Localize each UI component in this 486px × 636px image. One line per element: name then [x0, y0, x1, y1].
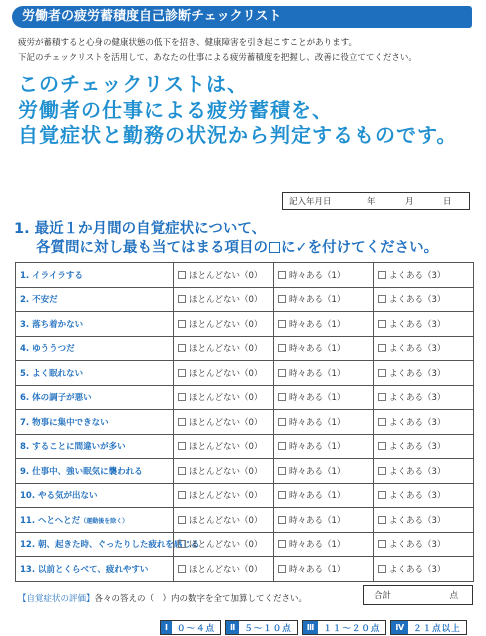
- score-range-item: [225, 620, 298, 635]
- date-label: 記入年月日: [289, 197, 332, 207]
- answer-option[interactable]: [274, 287, 374, 312]
- checkbox-icon[interactable]: [378, 467, 386, 475]
- checkbox-icon[interactable]: [378, 393, 386, 401]
- table-row: [16, 287, 474, 312]
- checkbox-icon[interactable]: [178, 369, 186, 377]
- score-range-text: ５〜１０点: [244, 623, 292, 634]
- answer-option-label: よくある（3）: [389, 564, 446, 575]
- score-range-numeral: Ⅲ: [303, 621, 319, 634]
- table-row: [16, 508, 474, 533]
- checkbox-icon[interactable]: [278, 295, 286, 303]
- question-label: 1. イライラする: [16, 263, 174, 288]
- checkbox-icon[interactable]: [278, 271, 286, 279]
- score-range-text: ０〜４点: [176, 623, 215, 634]
- answer-option-label: ほとんどない（0）: [189, 393, 263, 404]
- question-label: 2. 不安だ: [16, 287, 174, 312]
- score-range-numeral: Ⅰ: [161, 621, 172, 634]
- checkmark-icon: ✓: [295, 240, 308, 256]
- answer-option-label: 時々ある（1）: [289, 466, 346, 477]
- answer-option[interactable]: [174, 336, 274, 361]
- answer-option[interactable]: [274, 361, 374, 386]
- table-row: [16, 385, 474, 410]
- checkbox-icon[interactable]: [378, 344, 386, 352]
- answer-option[interactable]: [274, 459, 374, 484]
- answer-option[interactable]: [274, 508, 374, 533]
- checkbox-icon[interactable]: [378, 540, 386, 548]
- answer-option[interactable]: [174, 263, 274, 288]
- table-row: [16, 483, 474, 508]
- answer-option[interactable]: [374, 532, 474, 557]
- answer-option[interactable]: [274, 557, 374, 582]
- intro-line-2: 下記のチェックリストを活用して、あなたの仕事による疲労蓄積度を把握し、改善に役立ててください。: [18, 53, 417, 63]
- question-label: 7. 物事に集中できない: [16, 410, 174, 435]
- answer-option-label: 時々ある（1）: [289, 270, 346, 281]
- checkbox-icon[interactable]: [278, 320, 286, 328]
- answer-option[interactable]: [274, 385, 374, 410]
- checkbox-icon[interactable]: [378, 442, 386, 450]
- table-row: [16, 312, 474, 337]
- checkbox-icon[interactable]: [178, 393, 186, 401]
- checkbox-icon[interactable]: [378, 320, 386, 328]
- answer-option-label: よくある（3）: [389, 540, 446, 551]
- checkbox-icon[interactable]: [278, 393, 286, 401]
- answer-option[interactable]: [374, 312, 474, 337]
- answer-option-label: 時々ある（1）: [289, 319, 346, 330]
- answer-option[interactable]: [274, 410, 374, 435]
- score-range-item: [390, 620, 466, 635]
- answer-option-label: ほとんどない（0）: [189, 270, 263, 281]
- answer-option-label: 時々ある（1）: [289, 417, 346, 428]
- checkbox-icon: [269, 242, 280, 253]
- question-label: 12. 朝、起きた時、ぐったりした疲れを感じる: [16, 532, 174, 557]
- score-range-numeral: Ⅱ: [226, 621, 239, 634]
- checkbox-icon[interactable]: [178, 442, 186, 450]
- table-row: [16, 557, 474, 582]
- total-score-box[interactable]: [363, 585, 473, 605]
- answer-option-label: 時々ある（1）: [289, 540, 346, 551]
- section-1-title: [14, 220, 474, 258]
- answer-option[interactable]: [174, 459, 274, 484]
- answer-option-label: ほとんどない（0）: [189, 344, 263, 355]
- table-row: [16, 410, 474, 435]
- answer-option-label: よくある（3）: [389, 515, 446, 526]
- answer-option-label: よくある（3）: [389, 417, 446, 428]
- question-label: 5. よく眠れない: [16, 361, 174, 386]
- headline: [18, 72, 478, 149]
- answer-option-label: ほとんどない（0）: [189, 417, 263, 428]
- answer-option[interactable]: [174, 385, 274, 410]
- answer-option-label: 時々ある（1）: [289, 344, 346, 355]
- table-row: [16, 434, 474, 459]
- answer-option-label: よくある（3）: [389, 466, 446, 477]
- question-note: （運動後を除く）: [80, 517, 129, 525]
- answer-option-label: よくある（3）: [389, 319, 446, 330]
- evaluation-bracket: 【自覚症状の評価】: [18, 594, 95, 604]
- symptom-table: [15, 262, 474, 582]
- answer-option-label: ほとんどない（0）: [189, 319, 263, 330]
- answer-option-label: ほとんどない（0）: [189, 442, 263, 453]
- answer-option-label: 時々ある（1）: [289, 515, 346, 526]
- answer-option[interactable]: [274, 336, 374, 361]
- question-label: 9. 仕事中、強い眠気に襲われる: [16, 459, 174, 484]
- answer-option-label: 時々ある（1）: [289, 442, 346, 453]
- answer-option-label: よくある（3）: [389, 442, 446, 453]
- table-row: [16, 459, 474, 484]
- checkbox-icon[interactable]: [278, 516, 286, 524]
- checkbox-icon[interactable]: [378, 516, 386, 524]
- answer-option-label: ほとんどない（0）: [189, 564, 263, 575]
- question-label: 3. 落ち着かない: [16, 312, 174, 337]
- answer-option[interactable]: [174, 532, 274, 557]
- checkbox-icon[interactable]: [178, 467, 186, 475]
- evaluation-instruction: [18, 592, 307, 604]
- table-row: [16, 361, 474, 386]
- answer-option[interactable]: [174, 312, 274, 337]
- answer-option-label: ほとんどない（0）: [189, 491, 263, 502]
- checkbox-icon[interactable]: [378, 418, 386, 426]
- answer-option-label: ほとんどない（0）: [189, 295, 263, 306]
- answer-option-label: 時々ある（1）: [289, 491, 346, 502]
- score-range-numeral: Ⅳ: [391, 621, 408, 634]
- checkbox-icon[interactable]: [178, 540, 186, 548]
- answer-option[interactable]: [274, 434, 374, 459]
- checkbox-icon[interactable]: [278, 565, 286, 573]
- checkbox-icon[interactable]: [278, 344, 286, 352]
- checkbox-icon[interactable]: [378, 369, 386, 377]
- score-range-item: [302, 620, 387, 635]
- answer-option[interactable]: [374, 508, 474, 533]
- score-range-item: [160, 620, 221, 635]
- date-entry-box[interactable]: [282, 192, 470, 210]
- checkbox-icon[interactable]: [378, 295, 386, 303]
- answer-option[interactable]: [174, 508, 274, 533]
- answer-option[interactable]: [174, 483, 274, 508]
- headline-line-1: このチェックリストは、: [18, 72, 248, 96]
- page-title: 労働者の疲労蓄積度自己診断チェックリスト: [12, 6, 472, 28]
- checkbox-icon[interactable]: [178, 516, 186, 524]
- answer-option[interactable]: [274, 483, 374, 508]
- checkbox-icon[interactable]: [378, 565, 386, 573]
- answer-option-label: 時々ある（1）: [289, 295, 346, 306]
- answer-option-label: よくある（3）: [389, 270, 446, 281]
- total-label: 合計: [374, 591, 392, 601]
- answer-option[interactable]: [374, 483, 474, 508]
- checkbox-icon[interactable]: [278, 369, 286, 377]
- checkbox-icon[interactable]: [378, 491, 386, 499]
- answer-option-label: ほとんどない（0）: [189, 368, 263, 379]
- checkbox-icon[interactable]: [278, 491, 286, 499]
- checkbox-icon[interactable]: [378, 271, 386, 279]
- answer-option[interactable]: [374, 287, 474, 312]
- checkbox-icon[interactable]: [178, 320, 186, 328]
- answer-option-label: よくある（3）: [389, 368, 446, 379]
- date-year-label: 年: [367, 197, 376, 207]
- checkbox-icon[interactable]: [278, 467, 286, 475]
- answer-option[interactable]: [274, 263, 374, 288]
- question-label: 4. ゆううつだ: [16, 336, 174, 361]
- total-unit: 点: [449, 591, 458, 601]
- checkbox-icon[interactable]: [178, 344, 186, 352]
- answer-option[interactable]: [374, 361, 474, 386]
- answer-option-label: よくある（3）: [389, 295, 446, 306]
- answer-option[interactable]: [274, 312, 374, 337]
- answer-option[interactable]: [374, 557, 474, 582]
- answer-option-label: 時々ある（1）: [289, 564, 346, 575]
- answer-option[interactable]: [374, 410, 474, 435]
- score-range-text: ２１点以上: [413, 623, 461, 634]
- score-range-text: １１〜２０点: [323, 623, 381, 634]
- table-row: [16, 263, 474, 288]
- answer-option[interactable]: [274, 532, 374, 557]
- answer-option[interactable]: [374, 263, 474, 288]
- checkbox-icon[interactable]: [278, 540, 286, 548]
- section-1-line-1: 1. 最近１か月間の自覚症状について、: [14, 221, 267, 237]
- checkbox-icon[interactable]: [178, 491, 186, 499]
- answer-option[interactable]: [174, 434, 274, 459]
- answer-option[interactable]: [174, 557, 274, 582]
- question-label: 13. 以前とくらべて、疲れやすい: [16, 557, 174, 582]
- answer-option[interactable]: [174, 287, 274, 312]
- evaluation-text: 各々の答えの（ ）内の数字を全て加算してください。: [94, 594, 308, 604]
- section-1-line-2: 各質問に対し最も当てはまる項目の に✓を付けてください。: [36, 240, 439, 256]
- date-month-label: 月: [405, 197, 414, 207]
- answer-option-label: よくある（3）: [389, 393, 446, 404]
- checkbox-icon[interactable]: [278, 442, 286, 450]
- answer-option-label: よくある（3）: [389, 344, 446, 355]
- table-row: [16, 336, 474, 361]
- question-label: 11. へとへとだ（運動後を除く）: [16, 508, 174, 533]
- checkbox-icon[interactable]: [178, 565, 186, 573]
- answer-option-label: よくある（3）: [389, 491, 446, 502]
- answer-option-label: ほとんどない（0）: [189, 540, 263, 551]
- date-day-label: 日: [443, 197, 452, 207]
- question-label: 6. 体の調子が悪い: [16, 385, 174, 410]
- question-label: 10. やる気が出ない: [16, 483, 174, 508]
- checkbox-icon[interactable]: [278, 418, 286, 426]
- table-row: [16, 532, 474, 557]
- answer-option[interactable]: [374, 385, 474, 410]
- answer-option[interactable]: [174, 361, 274, 386]
- checkbox-icon[interactable]: [178, 418, 186, 426]
- headline-line-2: 労働者の仕事による疲労蓄積を、: [18, 97, 333, 122]
- checkbox-icon[interactable]: [178, 271, 186, 279]
- answer-option[interactable]: [174, 410, 274, 435]
- answer-option-label: ほとんどない（0）: [189, 515, 263, 526]
- answer-option-label: ほとんどない（0）: [189, 466, 263, 477]
- answer-option-label: 時々ある（1）: [289, 393, 346, 404]
- answer-option[interactable]: [374, 336, 474, 361]
- score-ranges: [160, 620, 467, 635]
- answer-option[interactable]: [374, 459, 474, 484]
- headline-line-3: 自覚症状と勤務の状況から判定するものです。: [18, 123, 458, 147]
- answer-option-label: 時々ある（1）: [289, 368, 346, 379]
- checkbox-icon[interactable]: [178, 295, 186, 303]
- answer-option[interactable]: [374, 434, 474, 459]
- question-label: 8. することに間違いが多い: [16, 434, 174, 459]
- intro-line-1: 疲労が蓄積すると心身の健康状態の低下を招き、健康障害を引き起こすことがあります。: [18, 38, 357, 48]
